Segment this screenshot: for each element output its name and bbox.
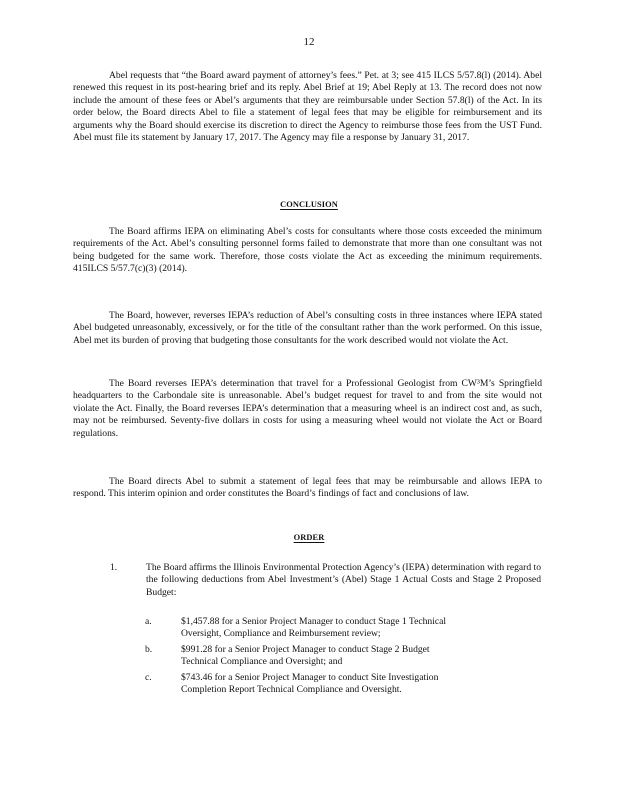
conclusion-paragraph-1: The Board affirms IEPA on eliminating Abel’s costs for consultants where those costs exceeded the minimum requirements of the Act. Abel’s consulting personnel forms failed to demonstrate that more than one consultant was not being budgeted for the same work. Therefore, those costs violate the Act as exceeding the minimum requirements. 415ILCS 5/57.7(c)(3) (2014).: [73, 226, 542, 275]
order-heading: [0, 533, 618, 542]
conclusion-paragraph-2: The Board, however, reverses IEPA’s reduction of Abel’s consulting costs in three instances where IEPA stated Abel budgeted unreasonably, excessively, or for the title of the consultant rather than the work performed. On this issue, Abel met its burden of proving that budgeting those consultants for the work described would not violate the Act.: [73, 310, 542, 346]
conclusion-paragraph-4: The Board directs Abel to submit a statement of legal fees that may be reimbursable and allows IEPA to respond. This interim opinion and order constitutes the Board’s findings of fact and conclusions of law.: [73, 476, 542, 500]
order-subitem-letter-b: b.: [145, 644, 153, 655]
conclusion-heading: [0, 200, 618, 209]
page-number: 12: [303, 36, 315, 48]
attorney-fees-paragraph: Abel requests that “the Board award payment of attorney’s fees.” Pet. at 3; see 415 ILCS 5/57.8(l) (2014). Abel renewed this request in its post-hearing brief and its reply. Abel Brief at 19; Abel Reply at 13. The record does not now include the amount of these fees or Abel’s arguments that they are reimbursable under Section 57.8(l) of the Act. In its order below, the Board directs Abel to file a statement of legal fees that may be eligible for reimbursement and its arguments why the Board should exercise its discretion to direct the Agency to reimburse those fees from the UST Fund. Abel must file its statement by January 17, 2017. The Agency may file a response by January 31, 2017.: [73, 70, 542, 144]
conclusion-paragraph-3: The Board reverses IEPA’s determination that travel for a Professional Geologist from CW³M’s Springfield headquarters to the Carbondale site is unreasonable. Abel’s budget request for travel to and from the site would not violate the Act. Finally, the Board reverses IEPA’s determination that a measuring wheel is an indirect cost and, as such, may not be reimbursed. Seventy-five dollars in costs for using a measuring wheel would not violate the Act or Board regulations.: [73, 378, 542, 439]
conclusion-heading-text: CONCLUSION: [280, 200, 338, 209]
order-subitem-text-c: $743.46 for a Senior Project Manager to conduct Site Investigation Completion Report Technical Compliance and Oversight.: [181, 672, 439, 696]
order-item-number: 1.: [110, 562, 118, 573]
order-subitem-letter-a: a.: [145, 616, 152, 627]
order-subitem-text-a: $1,457.88 for a Senior Project Manager to conduct Stage 1 Technical Oversight, Compliance and Reimbursement review;: [181, 616, 447, 640]
order-heading-text: ORDER: [293, 533, 325, 542]
order-item-text: The Board affirms the Illinois Environmental Protection Agency’s (IEPA) determination with regard to the following deductions from Abel Investment’s (Abel) Stage 1 Actual Costs and Stage 2 Proposed Budget:: [146, 562, 541, 598]
order-subitem-text-b: $991.28 for a Senior Project Manager to conduct Stage 2 Budget Technical Compliance and Oversight; and: [181, 644, 430, 668]
order-subitem-letter-c: c.: [145, 672, 152, 683]
